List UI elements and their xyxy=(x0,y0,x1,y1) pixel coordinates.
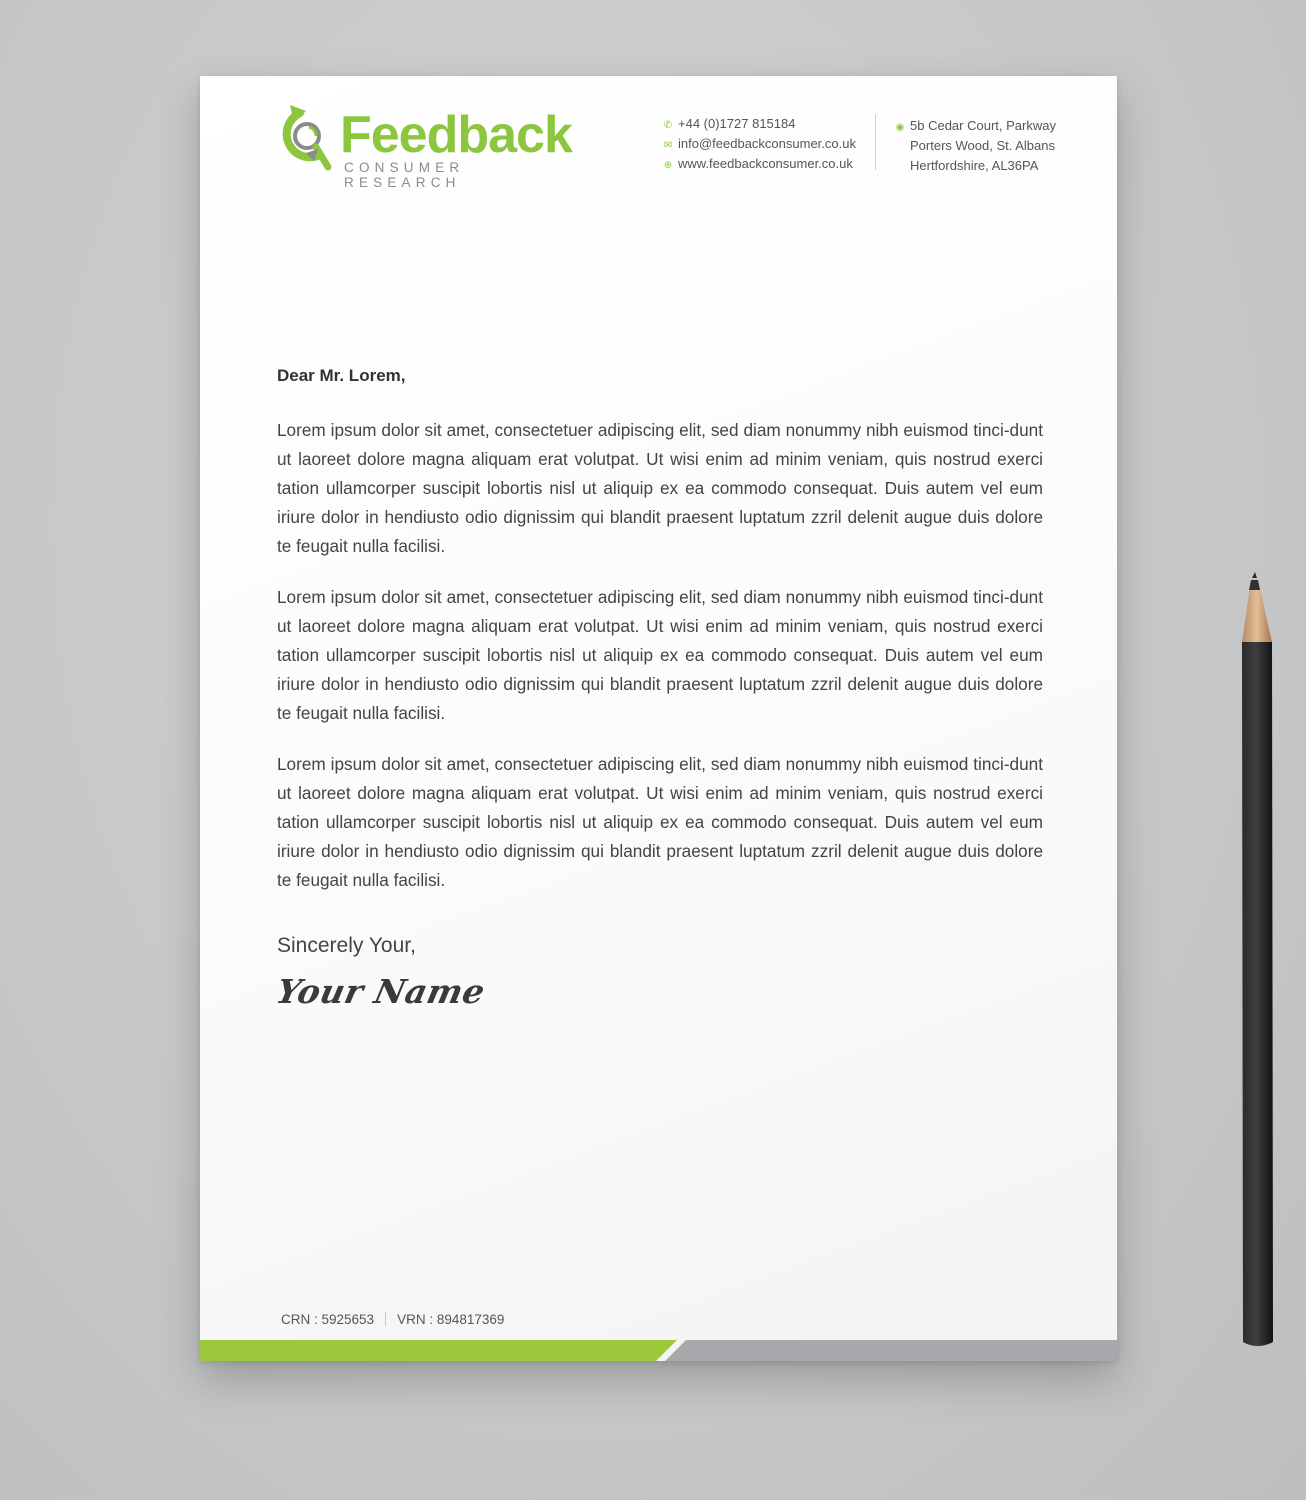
vrn-number: VRN : 894817369 xyxy=(397,1312,505,1327)
footer-band-gray xyxy=(665,1340,1117,1361)
email-icon: ✉ xyxy=(663,140,673,151)
phone-icon: ✆ xyxy=(663,120,673,131)
globe-icon: ⊕ xyxy=(663,160,673,171)
footer-band-green xyxy=(200,1340,677,1361)
contact-email xyxy=(662,134,856,154)
contact-website xyxy=(662,154,856,174)
registration-numbers xyxy=(281,1312,504,1327)
contact-phone xyxy=(662,114,856,134)
letter-greeting: Dear Mr. Lorem, xyxy=(277,366,406,385)
letter-body xyxy=(277,416,1043,917)
website-text: www.feedbackconsumer.co.uk xyxy=(678,156,853,171)
body-paragraph: Lorem ipsum dolor sit amet, consectetuer adipiscing elit, sed diam nonummy nibh euismod tinci-dunt ut laoreet dolore magna aliquam erat volutpat. Ut wisi enim ad minim veniam, quis nostrud exerci tation ullamcorper suscipit lobortis nisl ut aliquip ex ea commodo consequat. Duis autem vel eum iriure dolor in hendiusto odio dignissim qui blandit praesent luptatum zzril delenit augue duis dolore te feugait nulla facilisi. xyxy=(277,420,1043,556)
address-line-1-text: 5b Cedar Court, Parkway xyxy=(910,118,1056,133)
letter-closing: Sincerely Your, xyxy=(277,934,416,957)
header-divider xyxy=(875,114,876,170)
pencil-image xyxy=(1236,572,1276,1352)
location-icon: ◉ xyxy=(895,122,905,133)
logo-wordmark: Feedback xyxy=(340,106,572,164)
address-block xyxy=(894,116,1056,176)
company-logo xyxy=(276,103,586,190)
logo-tagline: CONSUMER RESEARCH xyxy=(344,160,465,190)
crn-number: CRN : 5925653 xyxy=(281,1312,375,1327)
email-text: info@feedbackconsumer.co.uk xyxy=(678,136,856,151)
address-line-2: Porters Wood, St. Albans xyxy=(910,138,1055,153)
body-paragraph: Lorem ipsum dolor sit amet, consectetuer adipiscing elit, sed diam nonummy nibh euismod tinci-dunt ut laoreet dolore magna aliquam erat volutpat. Ut wisi enim ad minim veniam, quis nostrud exerci tation ullamcorper suscipit lobortis nisl ut aliquip ex ea commodo consequat. Duis autem vel eum iriure dolor in hendiusto odio dignissim qui blandit praesent luptatum zzril delenit augue duis dolore te feugait nulla facilisi. xyxy=(277,587,1043,723)
phone-text: +44 (0)1727 815184 xyxy=(678,116,796,131)
body-paragraph: Lorem ipsum dolor sit amet, consectetuer adipiscing elit, sed diam nonummy nibh euismod tinci-dunt ut laoreet dolore magna aliquam erat volutpat. Ut wisi enim ad minim veniam, quis nostrud exerci tation ullamcorper suscipit lobortis nisl ut aliquip ex ea commodo consequat. Duis autem vel eum iriure dolor in hendiusto odio dignissim qui blandit praesent luptatum zzril delenit augue duis dolore te feugait nulla facilisi. xyxy=(277,754,1043,890)
signature: Your Name xyxy=(272,972,489,1011)
address-line-1 xyxy=(894,116,1056,136)
letterhead-paper xyxy=(200,76,1117,1361)
footer-divider xyxy=(385,1312,386,1326)
contact-block xyxy=(662,114,856,174)
address-line-3: Hertfordshire, AL36PA xyxy=(910,158,1039,173)
feedback-logo-icon xyxy=(276,103,338,177)
